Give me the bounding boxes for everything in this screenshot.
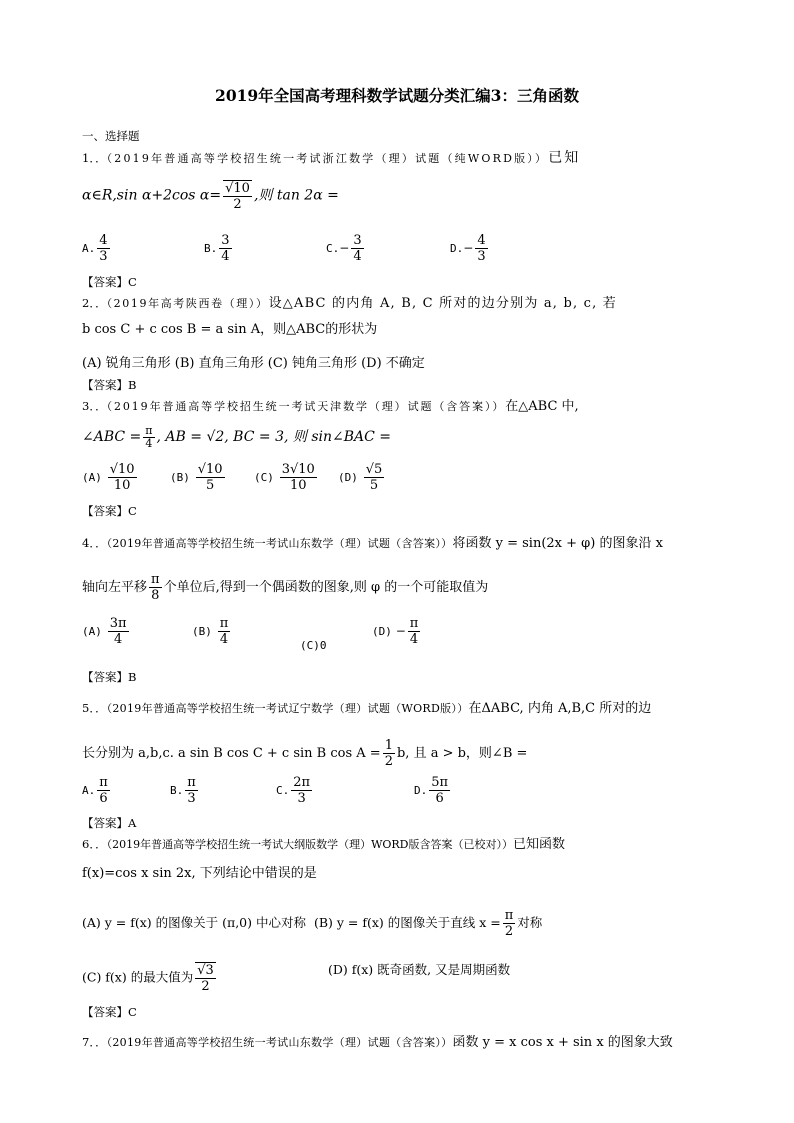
fraction-denominator: 4 bbox=[353, 249, 362, 264]
question-3-stem bbox=[82, 398, 579, 415]
fraction-numerator: π bbox=[151, 572, 160, 587]
option-label: A. bbox=[82, 784, 96, 797]
condition-query: , AB = √2, BC = 3, 则 sin∠BAC = bbox=[156, 429, 392, 445]
question-text: 在ΔABC, 内角 A,B,C 所对的边 bbox=[468, 701, 652, 716]
q5-option-d bbox=[414, 775, 452, 806]
q4-answer: 【答案】B bbox=[82, 670, 137, 684]
option-fraction bbox=[291, 775, 312, 806]
fraction-denominator: 5 bbox=[205, 478, 215, 493]
q6-answer: 【答案】C bbox=[82, 1005, 137, 1019]
fraction-denominator: 6 bbox=[99, 791, 108, 806]
condition-query: ,则 tan 2α = bbox=[253, 187, 339, 204]
option-fraction bbox=[97, 233, 109, 264]
fraction-denominator: 4 bbox=[409, 632, 419, 647]
question-source: （2019年普通高等学校招生统一考试天津数学（理）试题（含答案）） bbox=[106, 400, 506, 413]
q4-option-a bbox=[82, 616, 131, 647]
fraction-denominator: 5 bbox=[369, 478, 379, 493]
fraction-denominator: 10 bbox=[113, 478, 131, 493]
option-fraction bbox=[108, 616, 129, 647]
q6-option-c bbox=[82, 962, 218, 994]
q3-option-d bbox=[338, 462, 386, 493]
question-text: 将函数 y = sin(2x + φ) 的图象沿 x bbox=[452, 536, 663, 551]
option-label: (A) bbox=[82, 625, 102, 638]
option-label: (B) bbox=[170, 471, 190, 484]
question-1-stem bbox=[82, 150, 580, 167]
fraction-numerator: √5 bbox=[365, 462, 383, 477]
fraction-numerator: π bbox=[187, 775, 196, 790]
q6-option-a: (A) y = f(x) 的图像关于 (π,0) 中心对称 bbox=[82, 915, 306, 930]
question-text: 已知 bbox=[548, 150, 581, 166]
option-sign: − bbox=[339, 241, 350, 255]
option-fraction bbox=[364, 462, 385, 493]
fraction-denominator: 3 bbox=[297, 791, 306, 806]
question-7-stem bbox=[82, 1034, 673, 1051]
fraction-numerator: √10 bbox=[109, 462, 135, 477]
fraction-denominator: 2 bbox=[504, 924, 514, 939]
q1-option-d bbox=[450, 233, 490, 264]
fraction-numerator: √3 bbox=[197, 963, 214, 978]
q5-option-a bbox=[82, 775, 112, 806]
option-fraction bbox=[185, 775, 198, 806]
fraction-denominator: 4 bbox=[145, 437, 153, 450]
option-fraction bbox=[97, 775, 110, 806]
option-label: B. bbox=[204, 242, 218, 255]
q3-option-c bbox=[254, 462, 319, 493]
fraction-numerator: 3 bbox=[353, 233, 362, 248]
option-label: (C)0 bbox=[300, 639, 327, 652]
question-1-condition bbox=[82, 180, 339, 212]
q4-option-b bbox=[192, 616, 232, 647]
section-heading: 一、选择题 bbox=[82, 129, 140, 143]
q5-option-b bbox=[170, 775, 200, 806]
question-4-stem bbox=[82, 535, 663, 552]
fraction-denominator: 8 bbox=[151, 588, 160, 603]
q3-option-b bbox=[170, 462, 227, 493]
q6-option-b bbox=[313, 908, 543, 939]
question-2-stem bbox=[82, 295, 617, 312]
fraction-denominator: 6 bbox=[435, 791, 444, 806]
question-6-stem bbox=[82, 836, 565, 853]
q5-option-c bbox=[276, 775, 314, 806]
fraction-denominator: 3 bbox=[187, 791, 196, 806]
fraction-denominator: 3 bbox=[477, 249, 486, 264]
fraction-numerator: π bbox=[504, 908, 514, 923]
q2-answer: 【答案】B bbox=[82, 378, 137, 392]
fraction-numerator: π bbox=[145, 424, 153, 437]
fraction-denominator: 4 bbox=[221, 249, 230, 264]
option-label: A. bbox=[82, 242, 96, 255]
option-text: (B) y = f(x) 的图像关于直线 x = bbox=[313, 915, 501, 930]
question-number: 5．． bbox=[82, 701, 107, 715]
option-label: (D) bbox=[338, 471, 358, 484]
q4-option-c bbox=[300, 638, 327, 652]
question-number: 1．． bbox=[82, 151, 107, 165]
question-text: 已知函数 bbox=[513, 837, 566, 852]
fraction-denominator: 10 bbox=[289, 478, 307, 493]
option-label: C. bbox=[276, 784, 290, 797]
option-label: (D) bbox=[372, 625, 392, 638]
question-3-condition bbox=[82, 425, 391, 450]
fraction-denominator: 2 bbox=[384, 754, 393, 769]
q1-option-a bbox=[82, 233, 112, 264]
condition-expr: ∠ABC = bbox=[82, 429, 142, 445]
question-2-condition: b cos C + c cos B = a sin A，则△ABC的形状为 bbox=[82, 322, 378, 337]
option-fraction bbox=[108, 462, 137, 493]
q5-answer: 【答案】A bbox=[82, 816, 137, 830]
question-text: 在△ABC 中, bbox=[505, 399, 579, 414]
q1-option-c bbox=[326, 233, 366, 264]
q2-options: (A) 锐角三角形 (B) 直角三角形 (C) 钝角三角形 (D) 不确定 bbox=[82, 356, 425, 371]
question-5-condition bbox=[82, 738, 527, 769]
option-label: (C) bbox=[254, 471, 274, 484]
condition-expr: 长分别为 a,b,c. a sin B cos C + c sin B cos A = bbox=[82, 746, 381, 761]
question-source: （2019年普通高等学校招生统一考试大纲版数学（理）WORD版含答案（已校对）） bbox=[106, 838, 513, 851]
fraction-numerator: 3π bbox=[109, 616, 127, 631]
fraction-numerator: π bbox=[409, 616, 419, 631]
question-4-condition bbox=[82, 572, 488, 603]
q1-option-b bbox=[204, 233, 234, 264]
option-label: D. bbox=[414, 784, 428, 797]
condition-query: 个单位后,得到一个偶函数的图象,则 φ 的一个可能取值为 bbox=[163, 580, 489, 595]
question-text: 设△ABC 的内角 A, B, C 所对的边分别为 a, b, c, 若 bbox=[268, 296, 617, 311]
condition-fraction bbox=[383, 738, 395, 769]
question-number: 7．． bbox=[82, 1035, 107, 1049]
condition-fraction bbox=[223, 180, 252, 212]
option-fraction bbox=[196, 462, 225, 493]
option-label: D. bbox=[450, 242, 464, 255]
fraction-denominator: 3 bbox=[99, 249, 108, 264]
fraction-numerator: π bbox=[99, 775, 108, 790]
option-fraction bbox=[429, 775, 450, 806]
option-fraction bbox=[351, 233, 363, 264]
condition-text: 轴向左平移 bbox=[82, 580, 148, 595]
fraction-numerator: 1 bbox=[384, 738, 393, 753]
q6-option-d: (D) f(x) 既奇函数, 又是周期函数 bbox=[328, 962, 511, 977]
fraction-numerator: 4 bbox=[99, 233, 108, 248]
q3-answer: 【答案】C bbox=[82, 504, 137, 518]
fraction-numerator: π bbox=[219, 616, 229, 631]
option-label: B. bbox=[170, 784, 184, 797]
fraction-numerator: 4 bbox=[477, 233, 486, 248]
option-text: (C) f(x) 的最大值为 bbox=[82, 969, 194, 985]
option-fraction bbox=[503, 908, 516, 939]
fraction-denominator: 2 bbox=[233, 197, 242, 212]
condition-fraction bbox=[149, 572, 162, 603]
condition-query: b, 且 a > b，则∠B = bbox=[396, 746, 528, 761]
condition-fraction bbox=[143, 425, 154, 450]
option-label: C. bbox=[326, 242, 340, 255]
q3-option-a bbox=[82, 462, 139, 493]
option-text: 对称 bbox=[517, 915, 543, 930]
question-source: （2019年普通高等学校招生统一考试浙江数学（理）试题（纯WORD版）） bbox=[106, 152, 549, 165]
option-fraction bbox=[280, 462, 317, 493]
question-text: 函数 y = x cos x + sin x 的图象大致 bbox=[452, 1035, 673, 1050]
fraction-numerator: 2π bbox=[293, 775, 311, 790]
question-number: 4．． bbox=[82, 536, 107, 550]
fraction-denominator: 2 bbox=[201, 979, 210, 994]
fraction-numerator: √10 bbox=[197, 462, 223, 477]
q6-options-ab bbox=[82, 908, 542, 939]
question-5-stem bbox=[82, 700, 651, 717]
question-number: 2．． bbox=[82, 296, 107, 310]
question-number: 3．． bbox=[82, 399, 107, 413]
option-fraction bbox=[218, 616, 231, 647]
question-source: （2019年普通高等学校招生统一考试山东数学（理）试题（含答案）） bbox=[106, 1036, 453, 1049]
fraction-denominator: 4 bbox=[113, 632, 123, 647]
fraction-denominator: 4 bbox=[219, 632, 229, 647]
option-fraction bbox=[408, 616, 421, 647]
fraction-numerator: √10 bbox=[225, 181, 250, 196]
question-source: （2019年普通高等学校招生统一考试辽宁数学（理）试题（WORD版）） bbox=[106, 702, 469, 715]
question-number: 6．． bbox=[82, 837, 107, 851]
document-title: 2019年全国高考理科数学试题分类汇编3：三角函数 bbox=[215, 86, 579, 105]
option-sign: − bbox=[463, 241, 474, 255]
question-6-condition: f(x)=cos x sin 2x, 下列结论中错误的是 bbox=[82, 866, 317, 881]
option-sign: − bbox=[395, 624, 406, 638]
q4-option-d bbox=[372, 616, 422, 647]
option-fraction bbox=[475, 233, 487, 264]
option-label: (B) bbox=[192, 625, 212, 638]
question-source: （2019年高考陕西卷（理）） bbox=[106, 297, 269, 310]
question-source: （2019年普通高等学校招生统一考试山东数学（理）试题（含答案）） bbox=[106, 537, 453, 550]
fraction-numerator: 5π bbox=[431, 775, 449, 790]
condition-expr: α∈R,sin α+2cos α= bbox=[82, 187, 222, 204]
q1-answer: 【答案】C bbox=[82, 275, 137, 289]
option-fraction bbox=[195, 962, 216, 994]
option-label: (A) bbox=[82, 471, 102, 484]
option-fraction bbox=[219, 233, 231, 264]
fraction-numerator: 3 bbox=[221, 233, 230, 248]
fraction-numerator: 3√10 bbox=[281, 462, 315, 477]
